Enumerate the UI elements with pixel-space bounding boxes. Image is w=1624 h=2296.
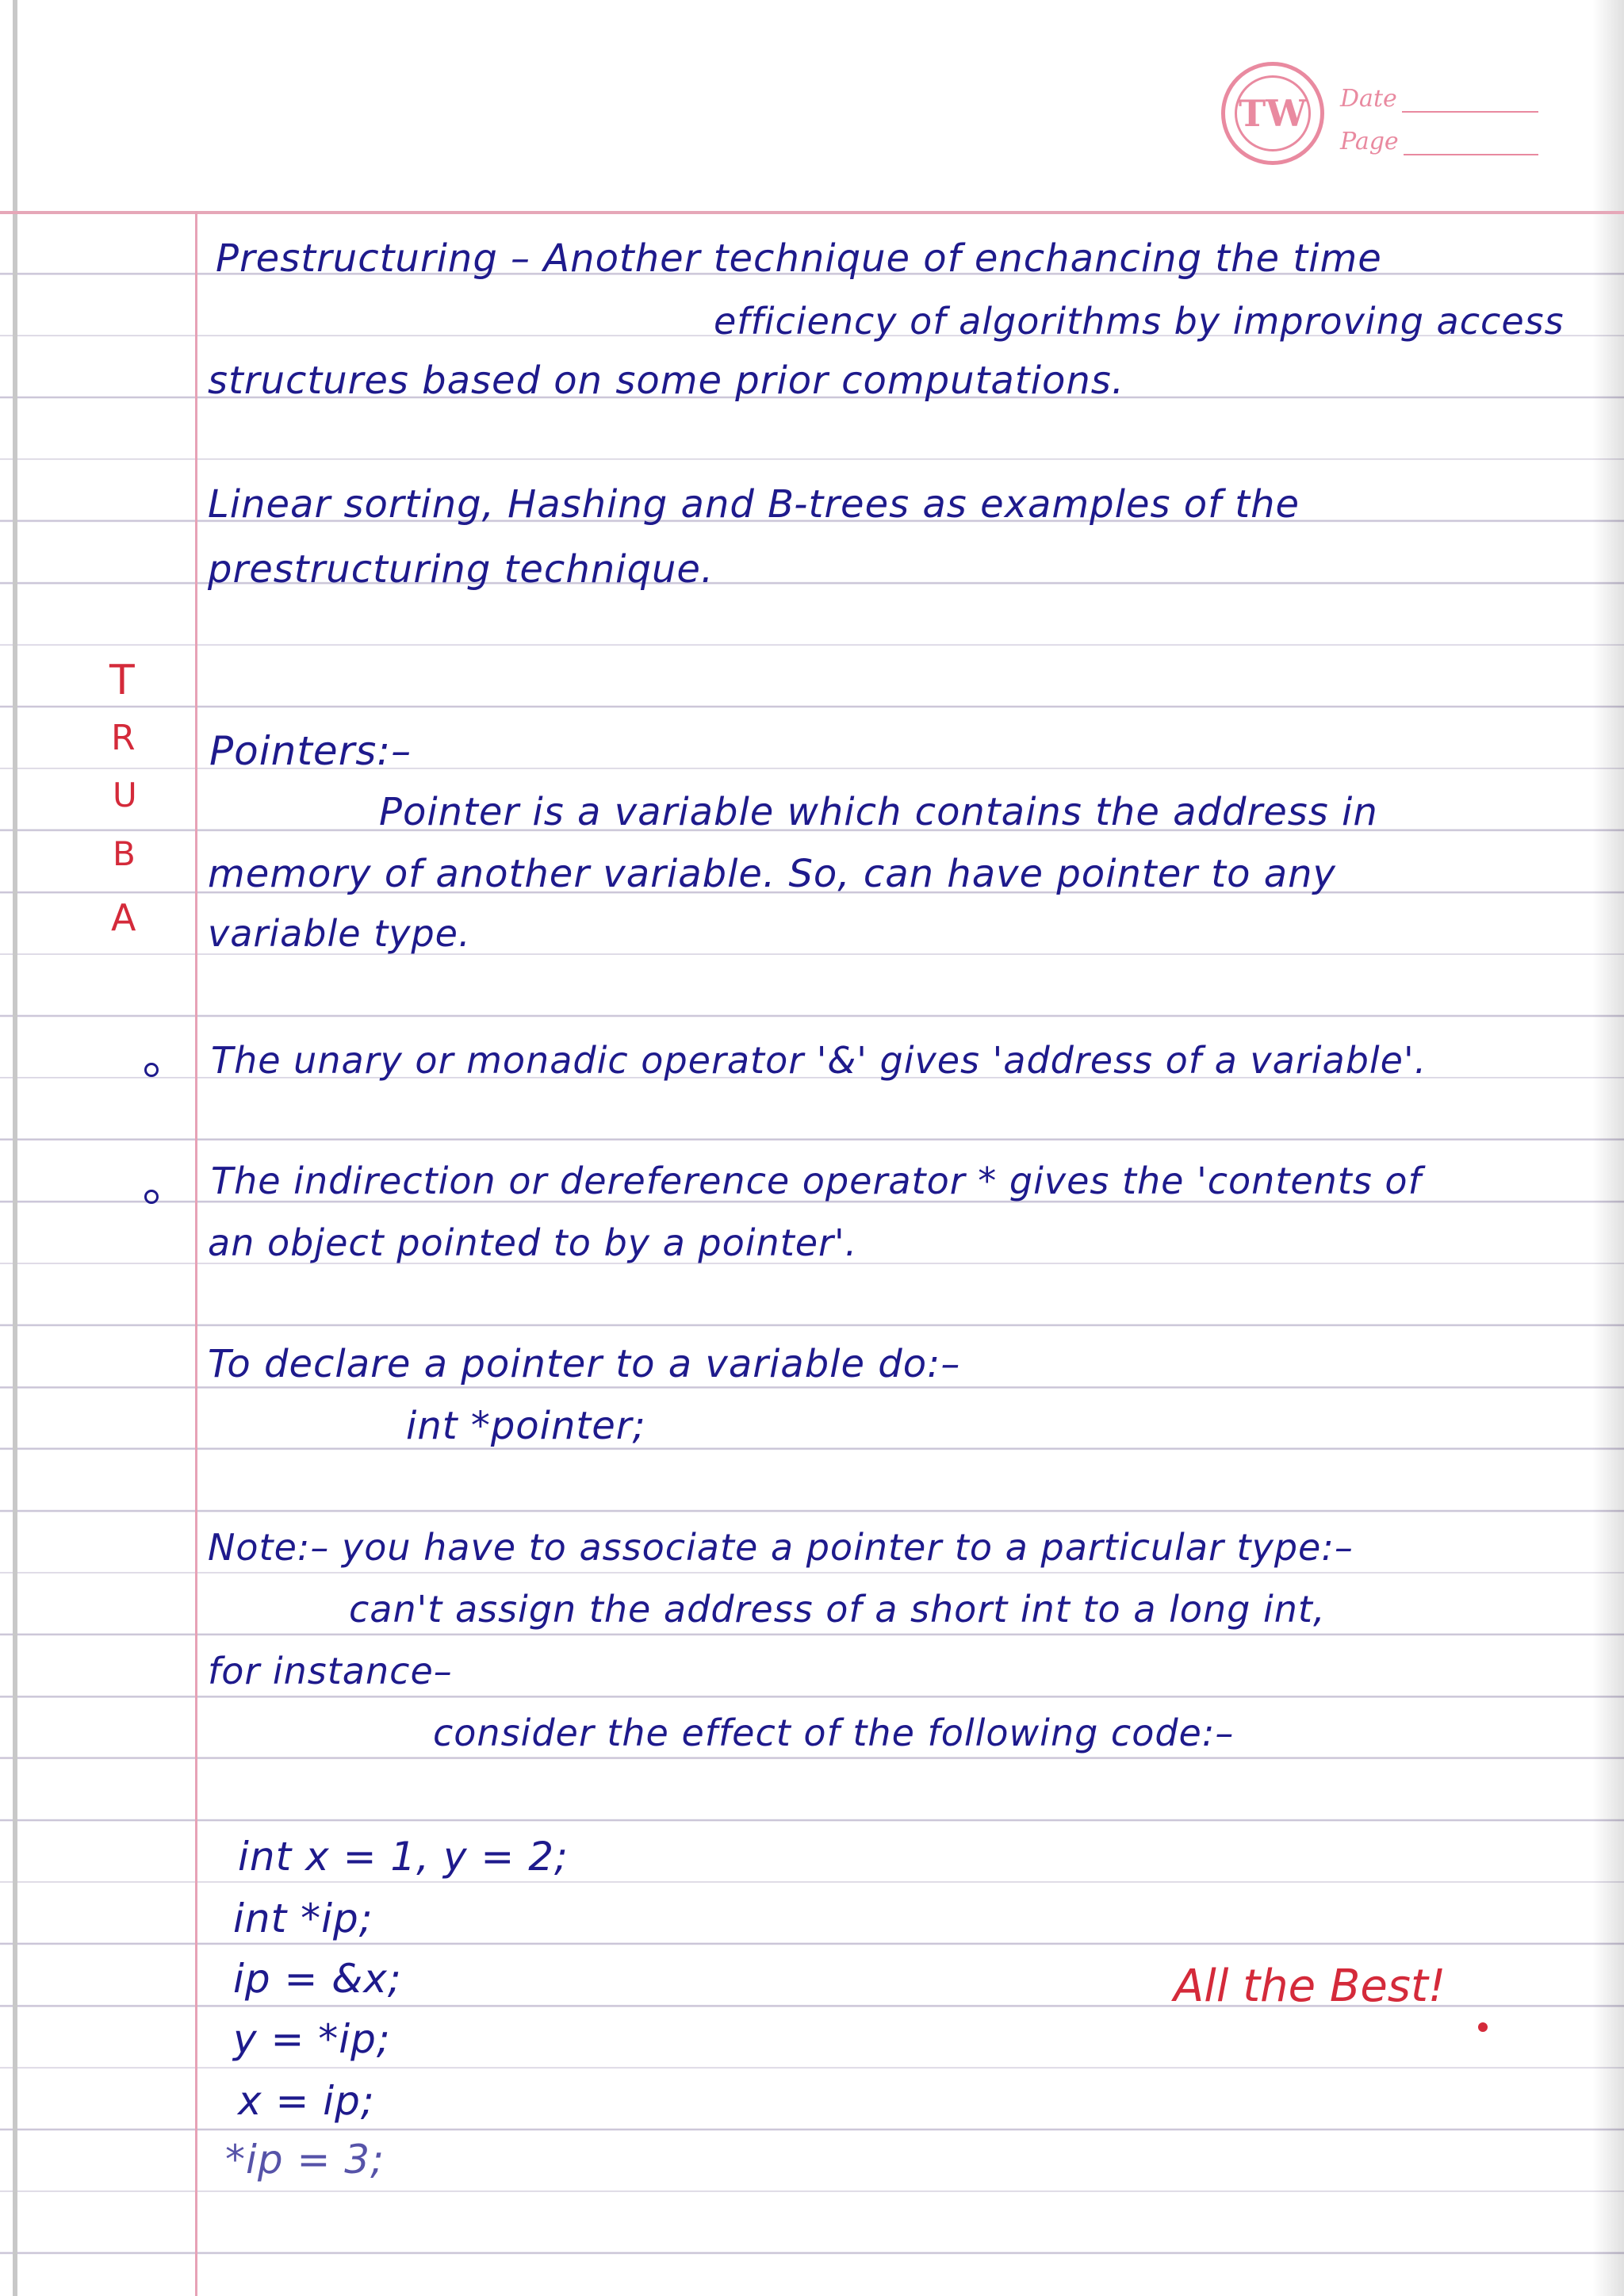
- margin-letter-u: U: [113, 776, 137, 815]
- header-rule: [0, 211, 1624, 214]
- line-memory: memory of another variable. So, can have pointer to any: [208, 852, 1336, 896]
- line-variable-type: variable type.: [208, 912, 471, 955]
- logo-letters: TW: [1235, 75, 1311, 151]
- notebook-logo: [1221, 62, 1324, 165]
- binding-edge: [13, 0, 17, 2296]
- line-linear-sorting: Linear sorting, Hashing and B-trees as examples of the: [208, 482, 1300, 527]
- line-object-pointed: an object pointed to by a pointer'.: [208, 1221, 858, 1264]
- margin-letter-r: R: [111, 718, 136, 758]
- line-structures: structures based on some prior computations.: [208, 358, 1125, 403]
- line-unary-operator: The unary or monadic operator '&' gives 'address of a variable'.: [211, 1039, 1427, 1082]
- closing-note: All the Best!: [1174, 1961, 1446, 2012]
- line-efficiency: efficiency of algorithms by improving access: [714, 300, 1565, 343]
- code-line: ip = &x;: [233, 1956, 402, 2002]
- closing-dot: [1478, 2022, 1488, 2032]
- line-consider-code: consider the effect of the following code:–: [433, 1711, 1235, 1754]
- code-line: x = ip;: [238, 2078, 375, 2124]
- line-note-associate: Note:– you have to associate a pointer to a particular type:–: [208, 1526, 1354, 1569]
- margin-line: [195, 211, 197, 2296]
- bullet-unary: [144, 1063, 159, 1077]
- margin-letter-t: T: [109, 657, 135, 704]
- heading-pointers: Pointers:–: [209, 728, 412, 774]
- line-declare-pointer: To declare a pointer to a variable do:–: [208, 1342, 961, 1386]
- page-label: Page: [1340, 128, 1399, 155]
- margin-letter-a: A: [111, 896, 136, 939]
- date-label: Date: [1340, 85, 1397, 113]
- code-declaration: int *pointer;: [406, 1404, 646, 1448]
- margin-letter-b: B: [113, 834, 136, 873]
- line-cant-assign: can't assign the address of a short int to a long int,: [349, 1588, 1326, 1631]
- bullet-indirection: [144, 1190, 159, 1204]
- code-line: *ip = 3;: [225, 2137, 385, 2183]
- date-page-box: [1340, 70, 1538, 155]
- line-pointer-definition: Pointer is a variable which contains the address in: [379, 790, 1378, 834]
- code-line: int x = 1, y = 2;: [238, 1834, 569, 1880]
- page-shadow: [1592, 0, 1624, 2296]
- code-line: int *ip;: [233, 1895, 373, 1941]
- line-prestructuring-technique: prestructuring technique.: [208, 547, 714, 592]
- code-line: y = *ip;: [233, 2016, 391, 2062]
- line-for-instance: for instance–: [208, 1650, 453, 1692]
- line-prestructuring-definition: Prestructuring – Another technique of enchancing the time: [216, 236, 1382, 281]
- line-indirection-operator: The indirection or dereference operator * gives the 'contents of: [211, 1159, 1422, 1202]
